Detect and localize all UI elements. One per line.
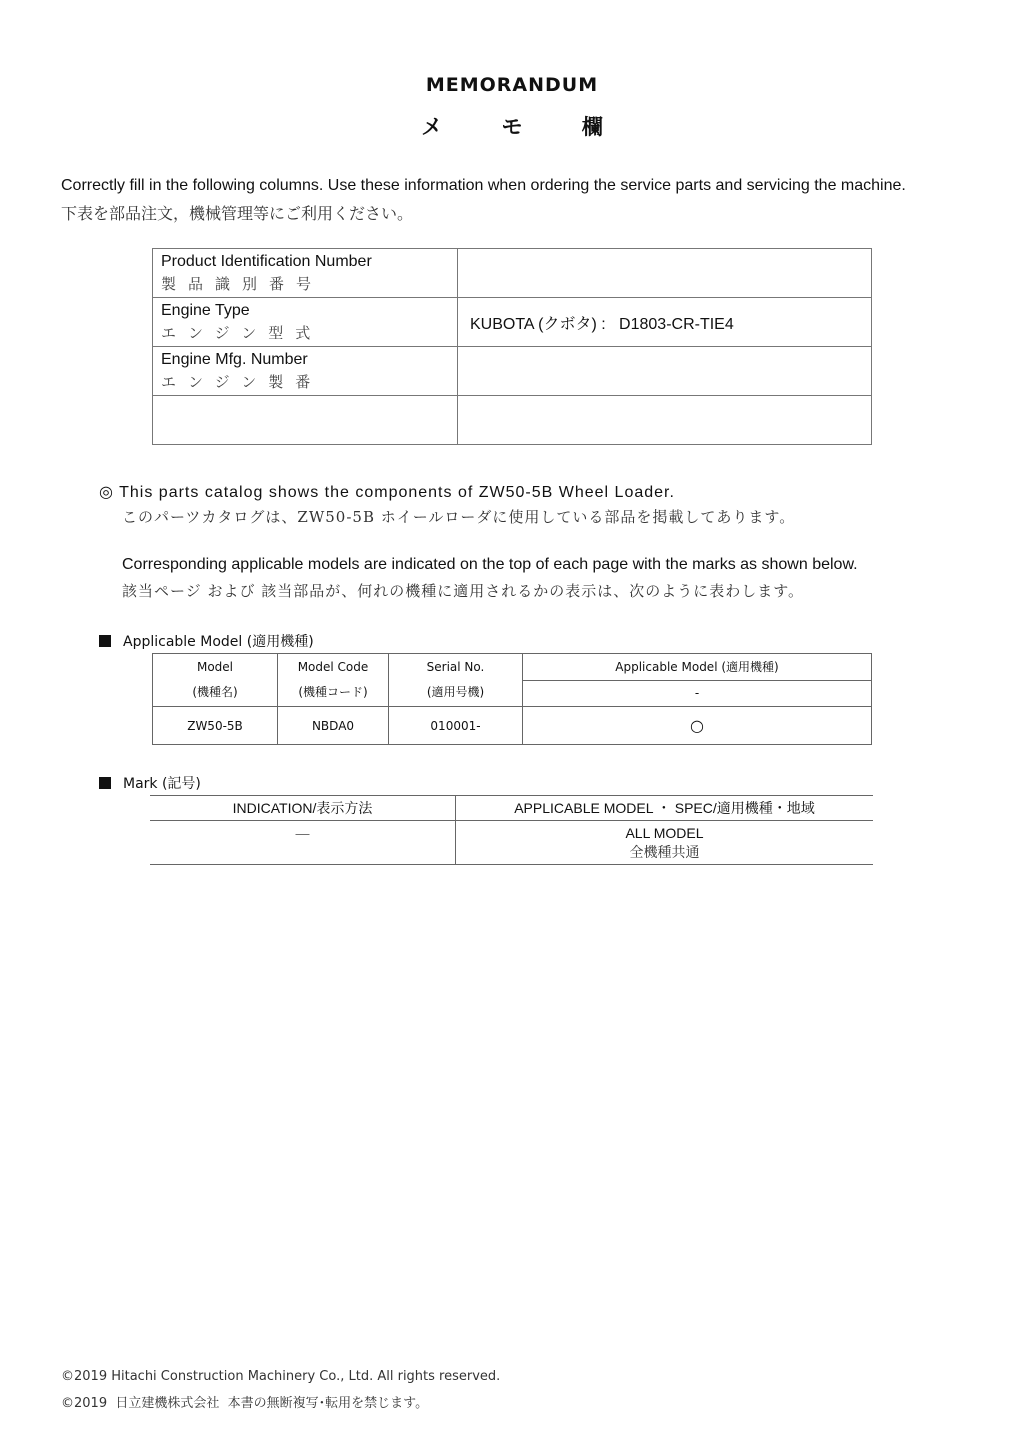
- page-title: MEMORANDUM: [425, 74, 599, 96]
- applicable-model-table: [152, 653, 872, 745]
- label-cell: [153, 298, 458, 347]
- label-jp: エンジン製番: [161, 373, 323, 391]
- label-en: Product Identification Number: [161, 253, 372, 270]
- serial-cell: 010001-: [389, 707, 523, 745]
- engine-mfg-number-field[interactable]: [458, 347, 872, 396]
- label-jp: 製品識別番号: [161, 275, 324, 293]
- blank-label-cell[interactable]: [153, 396, 458, 445]
- corresponding-note-jp: 該当ページ および 該当部品が、何れの機種に適用されるかの表示は、次のように表わします。: [122, 582, 805, 600]
- title-jp-char: 欄: [581, 115, 603, 139]
- product-id-field[interactable]: [458, 249, 872, 298]
- double-circle-bullet-icon: ◎: [99, 484, 114, 501]
- catalog-note-text: This parts catalog shows the components of ZW50-5B Wheel Loader.: [119, 484, 675, 501]
- title-jp-char: メ: [421, 115, 443, 139]
- label-en: Engine Mfg. Number: [161, 351, 308, 368]
- applicable-model-heading: Applicable Model (適用機種): [99, 631, 314, 651]
- copyright-en: ©2019 Hitachi Construction Machinery Co., Ltd. All rights reserved.: [61, 1369, 501, 1384]
- col-header-applicable: Applicable Model (適用機種): [523, 654, 872, 681]
- label-en: Engine Type: [161, 302, 250, 319]
- applicable-sub-header: -: [523, 680, 872, 707]
- engine-type-field[interactable]: KUBOTA (クボタ) : D1803-CR-TIE4: [458, 298, 872, 347]
- indication-cell: —: [150, 821, 456, 865]
- col-header-applicable-spec: APPLICABLE MODEL ・ SPEC/適用機種・地域: [456, 796, 874, 821]
- machine-info-table: [152, 248, 872, 445]
- model-cell: ZW50-5B: [153, 707, 278, 745]
- mark-heading: Mark (記号): [99, 773, 201, 793]
- square-bullet-icon: [99, 635, 111, 647]
- col-header-serial: Serial No. (適用号機): [389, 654, 523, 707]
- table-row: [153, 249, 872, 298]
- table-row: [153, 396, 872, 445]
- model-spec-cell: ALL MODEL 全機種共通: [456, 821, 874, 865]
- table-row: [153, 298, 872, 347]
- catalog-note-jp: このパーツカタログは、ZW50-5B ホイールローダに使用している部品を掲載してあります。: [122, 508, 796, 526]
- applicable-circle-icon: ○: [523, 707, 872, 745]
- table-row: [153, 707, 872, 745]
- page-title-jp: [0, 111, 1024, 141]
- title-jp-char: モ: [501, 115, 523, 139]
- label-cell: [153, 249, 458, 298]
- col-header-model: Model (機種名): [153, 654, 278, 707]
- intro-text-en: Correctly fill in the following columns. Use these information when ordering the service parts and servicing the machine.: [61, 177, 906, 194]
- copyright-jp: ©2019 日立建機株式会社 本書の無断複写･転用を禁じます。: [61, 1396, 429, 1411]
- model-code-cell: NBDA0: [278, 707, 389, 745]
- square-bullet-icon: [99, 777, 111, 789]
- table-row: [153, 347, 872, 396]
- blank-value-cell[interactable]: [458, 396, 872, 445]
- col-header-model-code: Model Code (機種コード): [278, 654, 389, 707]
- intro-text-jp: 下表を部品注文，機械管理等にご利用ください。: [61, 204, 414, 223]
- label-jp: エンジン型式: [161, 324, 323, 342]
- mark-table: [150, 795, 873, 865]
- catalog-note-en: [99, 482, 675, 502]
- table-row: [150, 821, 873, 865]
- col-header-indication: INDICATION/表示方法: [150, 796, 456, 821]
- label-cell: [153, 347, 458, 396]
- corresponding-note-en: Corresponding applicable models are indicated on the top of each page with the marks as shown below.: [122, 556, 858, 573]
